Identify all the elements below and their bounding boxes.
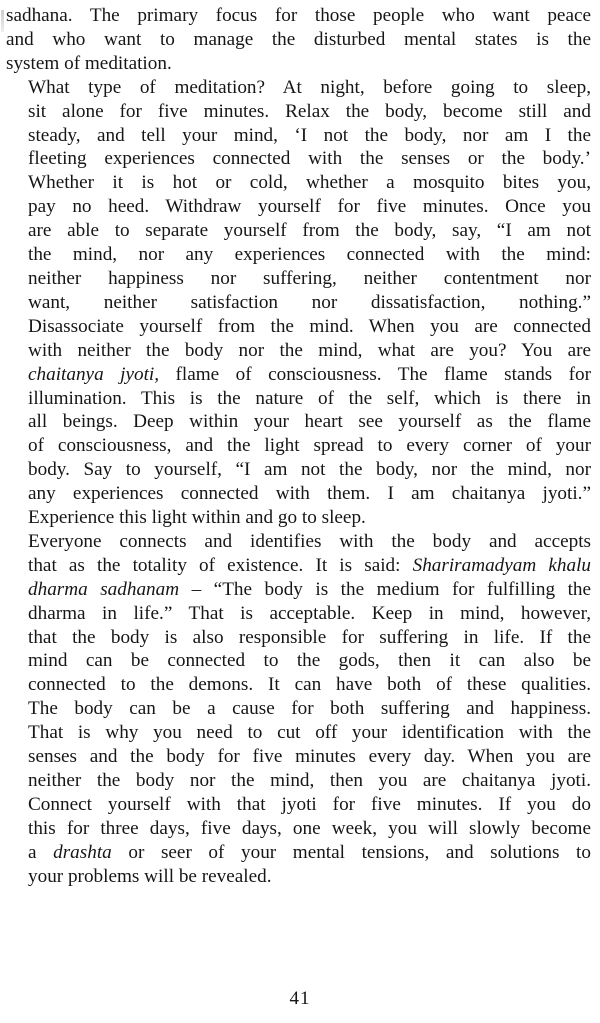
- text-run: with neither the body nor the mind, what are you? You are: [28, 339, 591, 361]
- text-line: [6, 578, 591, 602]
- text-run: Disassociate yourself from the mind. When you are connected: [28, 315, 591, 337]
- italic-term: Shariramadyam khalu: [412, 554, 591, 576]
- text-line: [6, 100, 591, 124]
- text-line: [6, 554, 591, 578]
- text-run: Whether it is hot or cold, whether a mosquito bites you,: [28, 172, 591, 194]
- text-run: system of meditation.: [6, 52, 172, 74]
- text-line: [6, 124, 591, 148]
- text-run: pay no heed. Withdraw yourself for five minutes. Once you: [28, 196, 591, 218]
- text-line: [6, 434, 591, 458]
- text-line: [6, 793, 591, 817]
- text-line: [6, 339, 591, 363]
- text-line: [6, 602, 591, 626]
- page-body: [6, 4, 591, 889]
- text-line: [6, 171, 591, 195]
- italic-term: drashta: [53, 841, 112, 863]
- text-line: [6, 267, 591, 291]
- text-run: a: [28, 841, 54, 863]
- text-line: [6, 28, 591, 52]
- text-line: [6, 243, 591, 267]
- text-line: [6, 506, 591, 530]
- page-number: 41: [289, 988, 311, 1009]
- text-run: The body can be a cause for both suffering and happiness.: [28, 698, 591, 720]
- text-line: [6, 649, 591, 673]
- text-run: or seer of your mental tensions, and solutions to: [111, 841, 591, 863]
- text-line: [6, 769, 591, 793]
- text-line: [6, 363, 591, 387]
- text-run: any experiences connected with them. I am chaitanya jyoti.”: [28, 483, 591, 505]
- text-line: [6, 52, 591, 76]
- text-run: Connect yourself with that jyoti for five minutes. If you do: [28, 793, 591, 815]
- text-run: your problems will be revealed.: [28, 865, 272, 887]
- text-line: [6, 482, 591, 506]
- text-line: [6, 291, 591, 315]
- text-run: connected to the demons. It can have both of these qualities.: [28, 674, 591, 696]
- text-line: [6, 410, 591, 434]
- text-run: body. Say to yourself, “I am not the body, nor the mind, nor: [28, 459, 591, 481]
- text-run: neither the body nor the mind, then you are chaitanya jyoti.: [28, 770, 591, 791]
- text-line: [6, 219, 591, 243]
- text-run: mind can be connected to the gods, then it can also be: [28, 650, 591, 672]
- text-run: and who want to manage the disturbed mental states is the: [6, 28, 591, 50]
- text-line: [6, 721, 591, 745]
- text-run: What type of meditation? At night, before going to sleep,: [28, 76, 591, 98]
- text-line: [6, 673, 591, 697]
- text-run: dharma in life.” That is acceptable. Keep in mind, however,: [28, 602, 591, 624]
- text-run: all beings. Deep within your heart see yourself as the flame: [28, 411, 591, 433]
- italic-term: chaitanya jyoti,: [28, 363, 160, 385]
- text-line: [6, 626, 591, 650]
- text-line: [6, 315, 591, 339]
- text-run: fleeting experiences connected with the senses or the body.’: [28, 148, 591, 170]
- text-run: are able to separate yourself from the body, say, “I am not: [28, 220, 591, 242]
- text-line: [6, 817, 591, 841]
- text-run: Experience this light within and go to sleep.: [28, 507, 366, 529]
- body-paragraph: [6, 4, 591, 76]
- text-line: [6, 4, 591, 28]
- text-run: the mind, nor any experiences connected with the mind:: [28, 244, 591, 266]
- text-run: steady, and tell your mind, ‘I not the body, nor am I the: [28, 124, 591, 146]
- italic-term: dharma sadhanam: [28, 578, 180, 600]
- text-line: [6, 841, 591, 865]
- text-run: of consciousness, and the light spread to every corner of your: [28, 435, 591, 457]
- text-run: flame of consciousness. The flame stands for: [159, 363, 591, 385]
- text-line: [6, 76, 591, 100]
- text-run: senses and the body for five minutes every day. When you are: [28, 746, 591, 768]
- text-run: Everyone connects and identifies with the body and accepts: [28, 530, 591, 552]
- text-line: [6, 195, 591, 219]
- text-line: [6, 745, 591, 769]
- text-run: sadhana. The primary focus for those people who want peace: [6, 5, 591, 26]
- text-line: [6, 458, 591, 482]
- text-line: [6, 147, 591, 171]
- text-run: want, neither satisfaction nor dissatisfaction, nothing.”: [28, 291, 591, 313]
- text-run: this for three days, five days, one week, you will slowly become: [28, 817, 591, 839]
- text-run: neither happiness nor suffering, neither contentment nor: [28, 267, 591, 289]
- text-run: illumination. This is the nature of the self, which is there in: [28, 387, 591, 409]
- text-line: [6, 697, 591, 721]
- text-run: sit alone for five minutes. Relax the body, become still and: [28, 100, 591, 122]
- text-run: that as the totality of existence. It is said:: [28, 554, 413, 576]
- scan-edge-mark: [1, 10, 4, 32]
- text-line: [6, 387, 591, 411]
- text-line: [6, 865, 591, 889]
- body-paragraph: [6, 530, 591, 889]
- text-run: – “The body is the medium for fulfilling the: [179, 578, 592, 600]
- text-run: that the body is also responsible for suffering in life. If the: [28, 626, 591, 648]
- body-paragraph: [6, 76, 591, 530]
- text-line: [6, 530, 591, 554]
- text-run: That is why you need to cut off your identification with the: [28, 722, 591, 744]
